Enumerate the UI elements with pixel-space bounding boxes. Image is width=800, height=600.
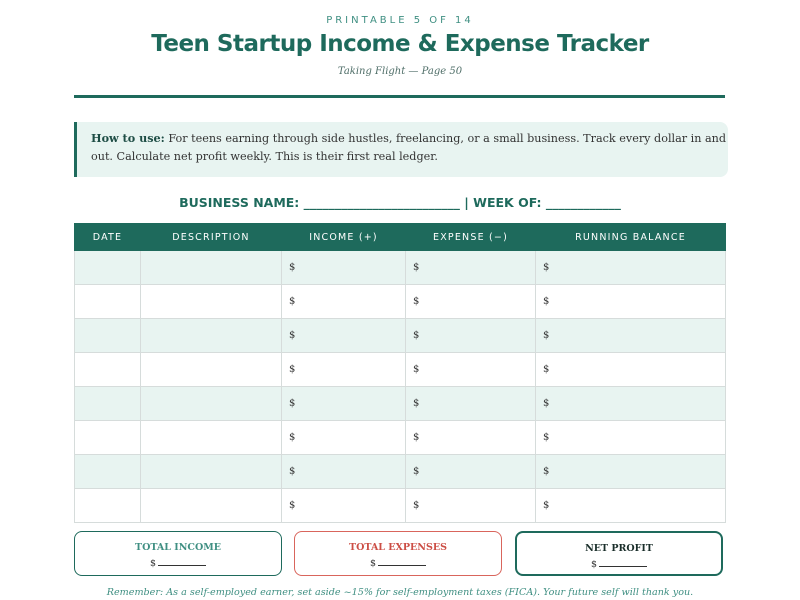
income-cell: $ [282,353,406,387]
description-cell [141,421,282,455]
ledger-header-row [75,224,726,251]
description-cell [141,319,282,353]
income-cell: $ [282,319,406,353]
tax-reminder-note: Remember: As a self-employed earner, set aside ~15% for self-employment taxes (FICA). Your future self will thank you. [106,587,694,598]
write-in-line [599,557,647,567]
expense-cell: $ [406,489,536,523]
write-in-line [158,556,206,566]
total-expenses-box [294,531,502,576]
description-cell [141,251,282,285]
balance-cell: $ [536,387,726,421]
income-cell: $ [282,387,406,421]
balance-cell: $ [536,319,726,353]
expense-cell: $ [406,387,536,421]
balance-cell: $ [536,455,726,489]
income-cell: $ [282,251,406,285]
column-header-income: INCOME (+) [282,224,406,251]
total-income-value [75,556,281,569]
table-row [75,319,726,353]
table-row [75,251,726,285]
description-cell [141,387,282,421]
net-profit-value [517,557,721,570]
date-cell [75,387,141,421]
expense-cell: $ [406,455,536,489]
date-cell [75,319,141,353]
column-header-running-balance: RUNNING BALANCE [536,224,726,251]
table-row [75,387,726,421]
business-name-week-line: BUSINESS NAME: _________________________ | WEEK OF: ____________ [179,195,621,210]
date-cell [75,421,141,455]
total-expenses-value [295,556,501,569]
title-divider [74,95,725,98]
expense-cell: $ [406,353,536,387]
column-header-date: DATE [75,224,141,251]
column-header-description: DESCRIPTION [141,224,282,251]
ledger-table [74,223,726,523]
description-cell [141,455,282,489]
currency-symbol: $ [149,558,157,569]
expense-cell: $ [406,285,536,319]
date-cell [75,285,141,319]
column-header-expense: EXPENSE (−) [406,224,536,251]
expense-cell: $ [406,251,536,285]
description-cell [141,489,282,523]
table-row [75,353,726,387]
date-cell [75,455,141,489]
table-row [75,421,726,455]
date-cell [75,251,141,285]
write-in-line [378,556,426,566]
net-profit-box [515,531,723,576]
income-cell: $ [282,489,406,523]
page-title: Teen Startup Income & Expense Tracker [151,31,649,57]
income-cell: $ [282,285,406,319]
currency-symbol: $ [590,559,598,570]
date-cell [75,489,141,523]
description-cell [141,353,282,387]
total-income-label: TOTAL INCOME [135,542,221,553]
printable-counter: PRINTABLE 5 OF 14 [326,15,474,26]
table-row [75,489,726,523]
balance-cell: $ [536,285,726,319]
balance-cell: $ [536,251,726,285]
currency-symbol: $ [369,558,377,569]
total-income-box [74,531,282,576]
expense-cell: $ [406,421,536,455]
balance-cell: $ [536,353,726,387]
total-expenses-label: TOTAL EXPENSES [349,542,447,553]
income-cell: $ [282,455,406,489]
balance-cell: $ [536,489,726,523]
table-row [75,455,726,489]
description-cell [141,285,282,319]
date-cell [75,353,141,387]
how-to-use-label: How to use: [91,131,165,145]
income-cell: $ [282,421,406,455]
expense-cell: $ [406,319,536,353]
how-to-use-text: For teens earning through side hustles, freelancing, or a small business. Track every dollar in and out. Calculate net profit weekly. This is their first real ledger. [91,132,727,163]
balance-cell: $ [536,421,726,455]
page-subtitle: Taking Flight — Page 50 [337,66,463,77]
how-to-use-callout [74,122,728,177]
net-profit-label: NET PROFIT [585,543,653,554]
table-row [75,285,726,319]
